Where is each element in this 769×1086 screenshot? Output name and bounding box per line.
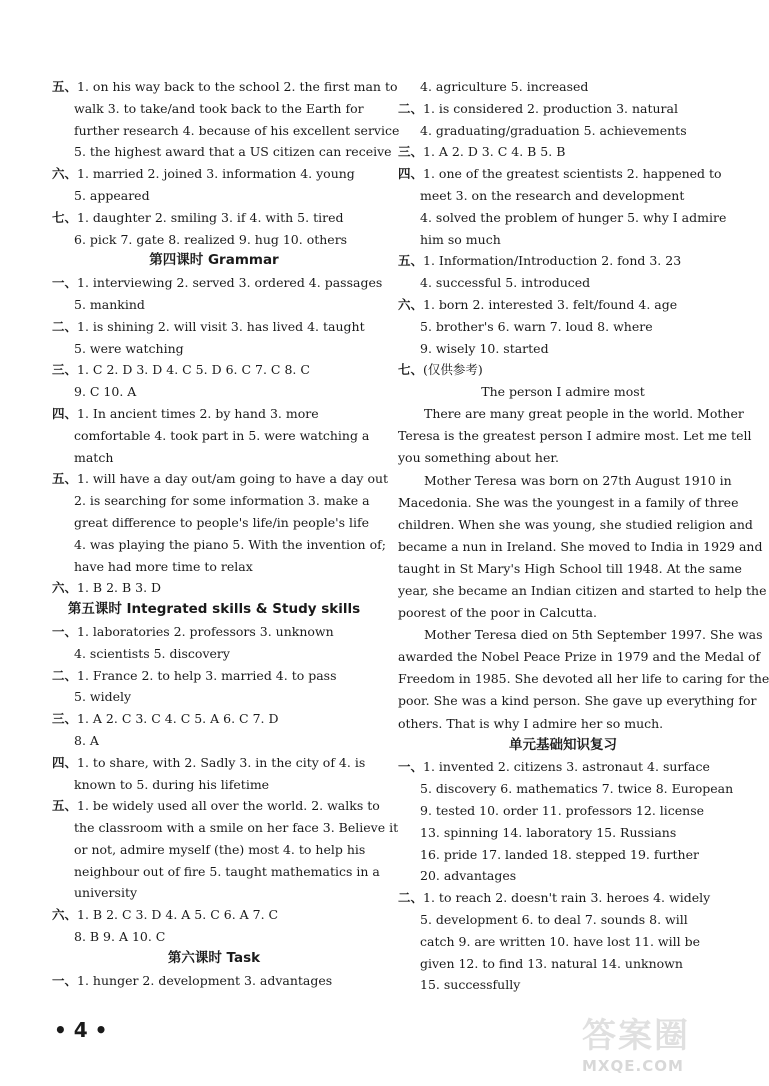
answer-text: 1. laboratories 2. professors 3. unknown [77,623,334,639]
answer-line [398,756,728,778]
answer-text: 1. daughter 2. smiling 3. if 4. with 5. tired [77,209,344,225]
answer-line [398,316,728,338]
section-heading: 单元基础知识复习 [509,736,617,753]
answer-line [52,817,399,839]
answer-line [52,577,376,599]
answer-text: 1. C 2. D 3. D 4. C 5. D 6. C 7. C 8. C [77,362,310,378]
essay-line: children. When she was young, she studied religion and [398,516,753,532]
section-number: 六、 [52,907,78,923]
answer-line [52,163,376,185]
essay-line: taught in St Mary's High School till 1948. At the same [398,560,742,576]
answer-text: 2. is searching for some information 3. make a [74,493,370,509]
answer-line [52,926,376,948]
answer-text: 5. the highest award that a US citizen can receive [74,144,392,160]
answer-line [52,120,400,142]
answer-text: 16. pride 17. landed 18. stepped 19. further [420,846,699,862]
answer-text: 5. were watching [74,340,184,356]
answer-line [398,800,728,822]
answer-text: 8. B 9. A 10. C [74,929,166,945]
answer-text: university [74,885,138,901]
answer-line [398,207,728,229]
answer-text: 8. A [74,732,99,748]
right-column [398,76,769,996]
answer-text: 4. was playing the piano 5. With the invention of; [74,536,386,552]
answer-text: 1. one of the greatest scientists 2. happened to [423,166,722,182]
answer-text: 4. scientists 5. discovery [74,645,230,661]
answer-text: 1. born 2. interested 3. felt/found 4. age [423,296,678,312]
answer-text: 4. agriculture 5. increased [420,79,589,94]
essay-line: Mother Teresa died on 5th September 1997. She was [424,627,763,643]
answer-line [52,795,380,817]
answer-text: 1. be widely used all over the world. 2. walks to [77,798,380,814]
section-number: 二、 [52,667,78,683]
answer-text: 9. C 10. A [74,384,137,400]
answer-text: 5. brother's 6. warn 7. loud 8. where [420,318,653,334]
section-number: 二、 [52,318,78,334]
answer-text: 9. tested 10. order 11. professors 12. license [420,803,705,819]
answer-line [398,359,728,381]
section-number: 六、 [52,166,78,182]
answer-text: 1. to share, with 2. Sadly 3. in the city of 4. is [77,754,366,770]
essay-line: There are many great people in the world. Mother [424,406,744,422]
answer-text: 20. advantages [420,868,517,884]
answer-line [398,822,728,844]
answer-text: 4. solved the problem of hunger 5. why I admire [420,209,727,225]
section-number: 七、 [52,209,78,225]
answer-text: or not, admire myself (the) most 4. to help his [74,841,366,857]
answer-line [398,974,728,996]
answer-text: 1. In ancient times 2. by hand 3. more [77,405,319,421]
answer-line [398,778,734,800]
answer-line [52,882,376,904]
answer-line [52,447,376,469]
answer-text: 1. is considered 2. production 3. natural [423,100,678,116]
answer-line [52,774,376,796]
answer-text: 5. widely [74,689,132,705]
answer-text: the classroom with a smile on her face 3. Believe it [74,820,399,836]
essay-line: Macedonia. She was the youngest in a family of three [398,494,739,510]
section-number: 二、 [398,100,424,116]
answer-text: 1. will have a day out/am going to have a day out [77,471,389,487]
watermark-url: MXQE.COM [582,1057,684,1075]
answer-line [398,909,728,931]
watermark-logo [582,1008,732,1075]
answer-text: (仅供参考) [423,362,483,378]
section-number: 四、 [52,405,78,421]
answer-line [52,359,376,381]
section-number: 三、 [52,362,78,378]
answer-line [52,665,376,687]
answer-text: great difference to people's life/in people's life [74,514,369,530]
answer-text: 6. pick 7. gate 8. realized 9. hug 10. others [74,231,348,247]
answer-line [52,229,376,251]
answer-text: 5. appeared [74,187,150,203]
answer-line [398,185,728,207]
answer-line [52,643,376,665]
essay-line: Teresa is the greatest person I admire most. Let me tell [398,428,752,444]
answer-line [52,512,376,534]
answer-line [52,686,376,708]
answer-text: 1. B 2. C 3. D 4. A 5. C 6. A 7. C [77,907,279,923]
answer-line [52,316,376,338]
answer-line [52,752,376,774]
answer-text: match [74,449,114,465]
answer-line [52,534,386,556]
answer-line [398,272,728,294]
answer-text: 1. hunger 2. development 3. advantages [77,972,333,988]
answer-text: 1. to reach 2. doesn't rain 3. heroes 4. widely [423,890,711,906]
answer-text: 1. married 2. joined 3. information 4. young [77,166,355,182]
essay-line: year, she became an Indian citizen and started to help the [398,583,767,598]
answer-line [398,931,728,953]
answer-text: 5. mankind [74,296,145,312]
answer-line [52,76,398,98]
answer-line [52,185,376,207]
section-number: 三、 [52,711,78,727]
answer-text: given 12. to find 13. natural 14. unknown [420,955,683,971]
section-number: 四、 [398,166,424,182]
section-heading: 第六课时 Task [167,949,261,966]
answer-line [52,98,376,120]
answer-line [398,844,728,866]
answer-text: 1. is shining 2. will visit 3. has lived 4. taught [77,318,365,334]
answer-line [52,338,376,360]
left-column [52,76,400,991]
section-number: 一、 [52,275,78,291]
answer-text: 1. A 2. D 3. C 4. B 5. B [423,144,566,160]
essay-line: awarded the Nobel Peace Prize in 1979 and the Medal of [398,649,761,665]
answer-line [52,861,380,883]
essay-line: you something about her. [398,450,559,466]
essay-line: poorest of the poor in Calcutta. [398,605,597,621]
answer-line [52,708,376,730]
answer-text: 1. on his way back to the school 2. the first man to [77,79,398,94]
answer-line [52,468,389,490]
section-heading: 第五课时 Integrated skills & Study skills [67,601,361,618]
answer-line [52,556,376,578]
essay-line: poor. She was a kind person. She gave up everything for [398,693,757,709]
answer-line [398,76,728,98]
answer-line [52,403,376,425]
section-number: 六、 [398,296,424,312]
answer-line [52,839,376,861]
section-number: 七、 [398,362,424,378]
essay-line: became a nun in Ireland. She moved to India in 1929 and [398,538,763,554]
answer-line [52,730,376,752]
answer-text: walk 3. to take/and took back to the Earth for [74,100,364,116]
section-number: 四、 [52,754,78,770]
answer-text: him so much [420,231,501,247]
answer-line [398,338,728,360]
answer-line [398,887,728,909]
answer-line [398,953,728,975]
section-number: 五、 [52,471,78,487]
answer-text: 4. successful 5. introduced [420,275,591,291]
answer-text: have had more time to relax [74,558,253,574]
answer-text: 4. graduating/graduation 5. achievements [420,122,687,138]
section-number: 一、 [398,759,424,775]
answer-line [52,381,376,403]
answer-text: neighbour out of fire 5. taught mathematics in a [74,863,380,879]
section-heading: 第四课时 Grammar [149,252,279,269]
answer-line [52,294,376,316]
answer-line [398,120,728,142]
answer-text: 1. France 2. to help 3. married 4. to pass [77,667,337,683]
answer-line [52,621,376,643]
answer-line [398,141,728,163]
answer-text: further research 4. because of his excellent service [74,122,400,138]
answer-text: 1. B 2. B 3. D [77,580,162,596]
watermark-text: 答案圈 [582,1016,690,1056]
answer-text: 15. successfully [420,977,521,993]
essay-title: The person I admire most [481,384,645,400]
answer-line [52,904,376,926]
answer-line [52,490,376,512]
answer-text: known to 5. during his lifetime [74,776,270,792]
answer-line [398,229,728,251]
answer-line [398,163,728,185]
essay-line: others. That is why I admire her so much. [398,715,664,731]
answer-line [398,294,728,316]
answer-text: 1. A 2. C 3. C 4. C 5. A 6. C 7. D [77,711,279,727]
answer-text: 1. interviewing 2. served 3. ordered 4. passages [77,275,383,291]
essay-line: Freedom in 1985. She devoted all her life to caring for the [398,671,769,687]
section-number: 一、 [52,972,78,988]
answer-line [398,98,728,120]
answer-text: 5. development 6. to deal 7. sounds 8. will [420,912,688,928]
answer-line [52,207,376,229]
section-number: 二、 [398,890,424,906]
answer-text: catch 9. are written 10. have lost 11. will be [420,933,700,949]
section-number: 五、 [52,79,78,94]
answer-text: comfortable 4. took part in 5. were watching a [74,427,370,443]
answer-line [52,970,376,992]
answer-text: meet 3. on the research and development [420,187,685,203]
answer-text: 5. discovery 6. mathematics 7. twice 8. European [420,781,734,797]
essay-sample [398,381,769,735]
section-number: 三、 [398,144,424,160]
section-number: 五、 [398,253,424,269]
answer-text: 13. spinning 14. laboratory 15. Russians [420,824,677,840]
section-number: 一、 [52,623,78,639]
answer-text: 9. wisely 10. started [420,340,549,356]
answer-text: 1. invented 2. citizens 3. astronaut 4. surface [423,759,710,775]
answer-line [52,272,383,294]
answer-line [52,425,376,447]
section-number: 六、 [52,580,78,596]
section-number: 五、 [52,798,78,814]
answer-text: 1. Information/Introduction 2. fond 3. 23 [423,253,682,269]
answer-line [398,250,728,272]
answer-line [52,141,392,163]
page-number: • 4 • [54,1018,108,1042]
essay-line: Mother Teresa was born on 27th August 1910 in [424,472,732,488]
answer-line [398,865,728,887]
